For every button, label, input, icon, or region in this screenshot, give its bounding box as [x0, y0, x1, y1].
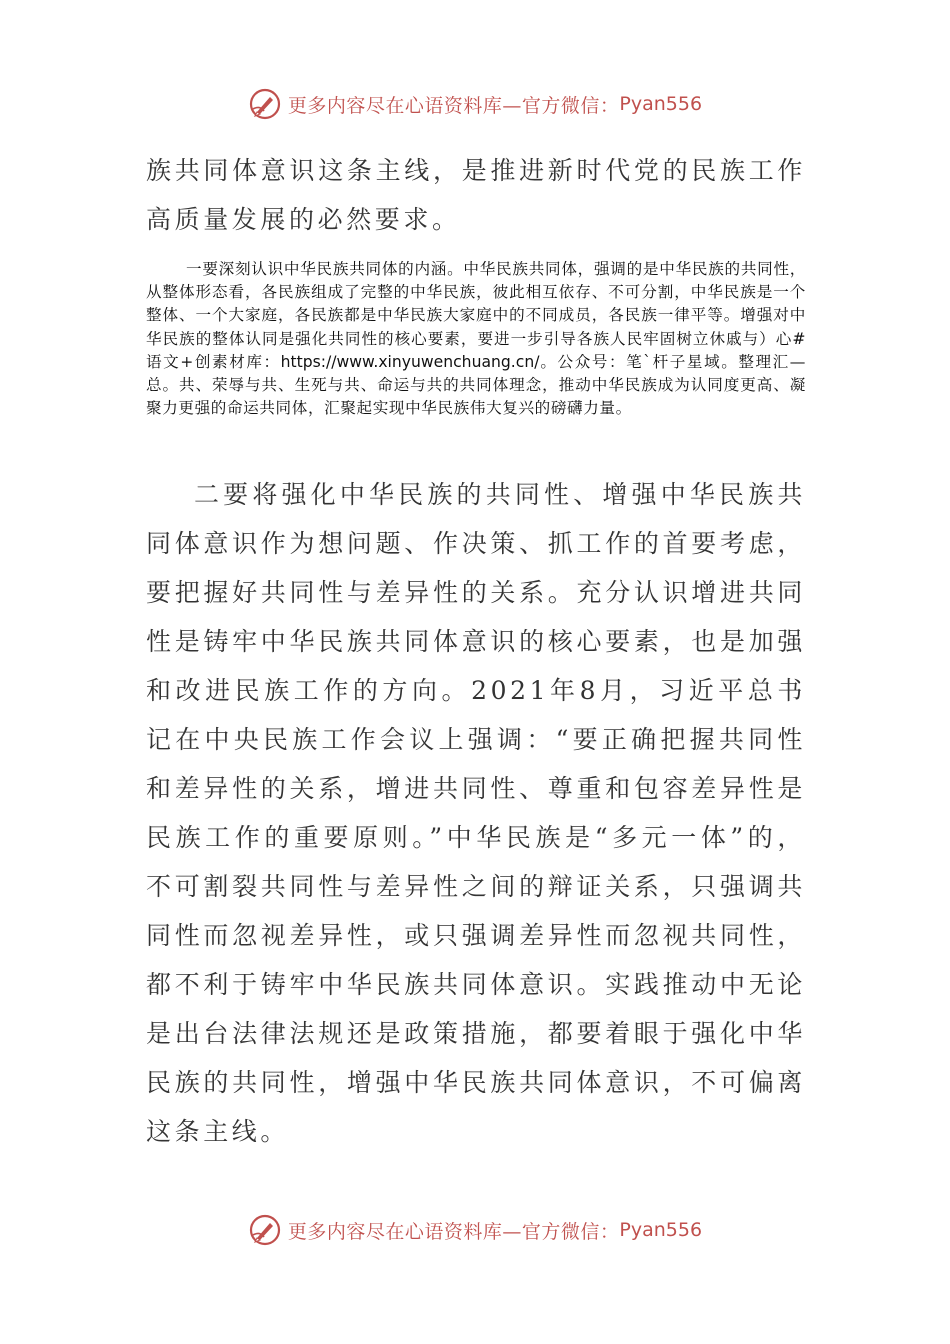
- pen-logo-icon: [248, 1213, 282, 1247]
- footer-wechat-id: Pyan556: [619, 1219, 703, 1241]
- header-brand-text: 更多内容尽在心语资料库—官方微信：: [287, 94, 620, 117]
- paragraph-small-text-b: 。公众号：笔`杆子星域。整理汇—总。共、荣辱与共、生死与共、命运与共的共同体理念，推动中华民族成为认同度更高、凝聚力更强的命运共同体，汇聚起实现中华民族伟大复兴的磅礴力量。: [146, 352, 806, 418]
- pen-logo-icon: [248, 87, 282, 121]
- paragraph-small-text-a: 一要深刻认识中华民族共同体的内涵。中华民族共同体，强调的是中华民族的共同性，从整体形态看，各民族组成了完整的中华民族，彼此相互依存、不可分割，中华民族是一个整体、一个大家庭，各民族都是中华民族大家庭中的不同成员，各民族一律平等。增强对中华民族的整体认同是强化共同性的核心要素，要进一步引导各族人民牢固树立休戚与）心#语文+创素材库：: [146, 260, 806, 371]
- header-wechat-id: Pyan556: [619, 93, 703, 115]
- footer-brand-text: 更多内容尽在心语资料库—官方微信：: [287, 1220, 620, 1243]
- footer-banner: [0, 1210, 950, 1250]
- website-url: https://www.xinyuwenchuang.cn/: [280, 352, 540, 371]
- header-banner: [0, 84, 950, 124]
- paragraph-inserted-small: [146, 258, 806, 420]
- paragraph-main: 二要将强化中华民族的共同性、增强中华民族共同体意识作为想问题、作决策、抓工作的首要考虑，要把握好共同性与差异性的关系。充分认识增进共同性是铸牢中华民族共同体意识的核心要素，也是加强和改进民族工作的方向。2021年8月，习近平总书记在中央民族工作会议上强调：“要正确把握共同性和差异性的关系，增进共同性、尊重和包容差异性是民族工作的重要原则。”中华民族是“多元一体”的，不可割裂共同性与差异性之间的辩证关系，只强调共同性而忽视差异性，或只强调差异性而忽视共同性，都不利于铸牢中华民族共同体意识。实践推动中无论是出台法律法规还是政策措施，都要着眼于强化中华民族的共同性，增强中华民族共同体意识，不可偏离这条主线。: [146, 480, 806, 1146]
- paragraph-continuation: 族共同体意识这条主线，是推进新时代党的民族工作高质量发展的必然要求。: [146, 156, 806, 234]
